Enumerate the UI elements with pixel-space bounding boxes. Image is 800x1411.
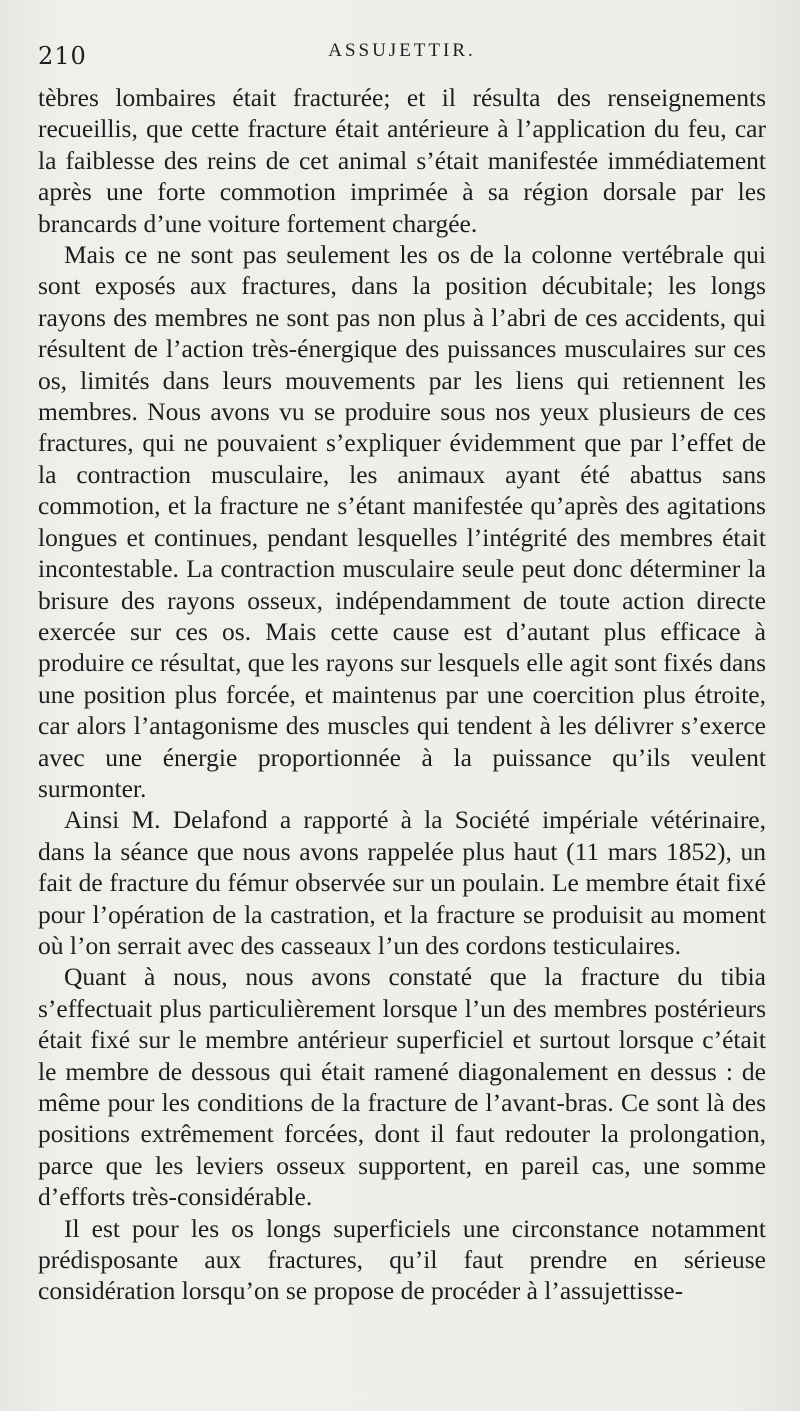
paragraph: Mais ce ne sont pas seulement les os de la colonne vertébrale qui sont exposés aux fractures, dans la position décubitale; les longs rayons des membres ne sont pas non plus à l’abri de ces accidents, qui résultent de l’action très-énergique des puissances musculaires sur ces os, limités dans leurs mouvements par les liens qui retiennent les membres. Nous avons vu se produire sous nos yeux plusieurs de ces fractures, qui ne pouvaient s’expliquer évidemment que par l’effet de la contraction musculaire, les animaux ayant été abattus sans commotion, et la fracture ne s’étant manifestée qu’après des agitations longues et continues, pendant lesquelles l’intégrité des membres était incontestable. La contraction musculaire seule peut donc déterminer la brisure des rayons osseux, indépendamment de toute action directe exercée sur ces os. Mais cette cause est d’autant plus efficace à produire ce résultat, que les rayons sur lesquels elle agit sont fixés dans une position plus forcée, et maintenus par une coercition plus étroite, car alors l’antagonisme des muscles qui tendent à les délivrer s’exerce avec une énergie proportionnée à la puissance qu’ils veulent surmonter. [38, 240, 766, 803]
body-text [38, 82, 766, 1307]
paragraph-continued: tèbres lombaires était fracturée; et il résulta des renseignements recueillis, que cette fracture était antérieure à l’application du feu, car la faiblesse des reins de cet animal s’était manifestée immédiatement après une forte commotion imprimée à sa région dorsale par les brancards d’une voiture fortement chargée. [38, 83, 766, 238]
page-number: 210 [38, 42, 87, 70]
paragraph: Quant à nous, nous avons constaté que la fracture du tibia s’effectuait plus particulièrement lorsque l’un des membres postérieurs était fixé sur le membre antérieur superficiel et surtout lorsque c’était le membre de dessous qui était ramené diagonalement en dessus : de même pour les conditions de la fracture de l’avant-bras. Ce sont là des positions extrêmement forcées, dont il faut redouter la prolongation, parce que les leviers osseux supportent, en pareil cas, une somme d’efforts très-considérable. [38, 962, 766, 1212]
running-head [38, 36, 766, 82]
paragraph: Il est pour les os longs superficiels une circonstance notamment prédisposante aux fractures, qu’il faut prendre en sérieuse considération lorsqu’on se propose de procéder à l’assujettisse- [38, 1213, 766, 1306]
running-title: ASSUJETTIR. [328, 40, 476, 61]
paragraph: Ainsi M. Delafond a rapporté à la Société impériale vétérinaire, dans la séance que nous avons rappelée plus haut (11 mars 1852), un fait de fracture du fémur observée sur un poulain. Le membre était fixé pour l’opération de la castration, et la fracture se produisit au moment où l’on serrait avec des casseaux l’un des cordons testiculaires. [38, 805, 766, 960]
